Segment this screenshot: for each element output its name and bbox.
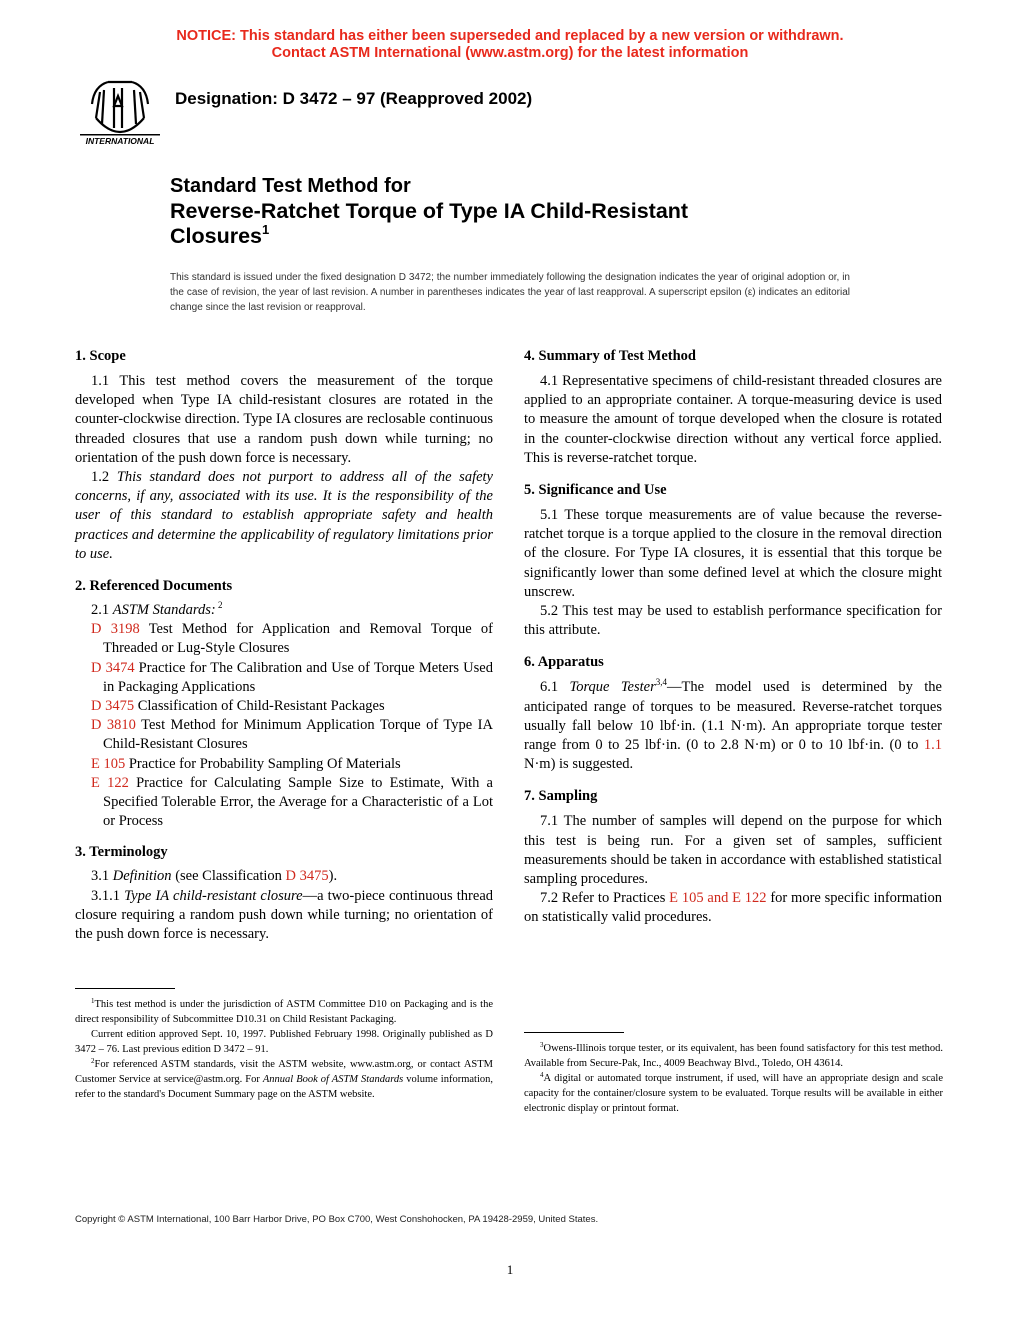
footnote-2-text: For referenced ASTM standards, visit the ASTM website, www.astm.org, or contact ASTM Customer Service at service@astm.org. For: [75, 1059, 493, 1085]
title-footnote-mark: 1: [262, 222, 270, 237]
footnote-2: [75, 1057, 493, 1102]
para-6-1-end: N·m) is suggested.: [524, 756, 634, 773]
para-3-1-text: (see Classification: [171, 868, 286, 885]
notice-banner: [0, 28, 1020, 62]
ref-item: [91, 774, 493, 832]
ref-link-e122[interactable]: E 122: [732, 890, 767, 907]
ref-link-e105[interactable]: E 105: [669, 890, 704, 907]
section-7-heading: 7. Sampling: [524, 788, 598, 805]
ref-item: [91, 755, 493, 774]
para-7-2: [524, 889, 942, 927]
ref-link-d3475[interactable]: D 3475: [285, 868, 329, 885]
title-line-1: Standard Test Method for: [170, 175, 411, 197]
astm-logo-icon: [78, 74, 162, 150]
para-5-1: 5.1 These torque measurements are of value because the reverse-ratchet torque is a torque applied to the closure in the removal direction of the closure. For Type IA closures, it is essential that this torque be significantly lower than some defined level at which the closure might unscrew.: [524, 507, 942, 600]
section-5-heading: 5. Significance and Use: [524, 482, 667, 499]
para-1-1: 1.1 This test method covers the measurement of the torque developed when Type IA child-resistant closures are rotated in the counter-clockwise direction. Type IA closures are reclosable continuous threaded closures that use a random push down while turning; no orientation of the push down force is necessary.: [75, 373, 493, 466]
footnote-2-italic: Annual Book of ASTM Standards: [262, 1074, 404, 1085]
footnote-3: [524, 1041, 943, 1071]
ref-item: [91, 659, 493, 697]
title-line-2: Reverse-Ratchet Torque of Type IA Child-Resistant: [170, 199, 689, 223]
para-2-1: [75, 601, 493, 620]
left-column: [75, 347, 493, 944]
section-4-heading: 4. Summary of Test Method: [524, 348, 696, 364]
ref-link[interactable]: D 3475: [91, 698, 135, 715]
para-1-2-italic: This standard does not purport to address all of the safety concerns, if any, associated with its use. It is the responsibility of the user of this standard to establish appropriate safety and health practices and determine the applicability of regulatory limitations prior to use.: [75, 469, 493, 562]
para-6-1-num: 6.1: [540, 679, 570, 696]
para-1-2-num: 1.2: [91, 469, 117, 486]
footnote-divider-right: [524, 1032, 624, 1033]
ref-text: Practice for Probability Sampling Of Materials: [125, 755, 401, 772]
section-2-heading: 2. Referenced Documents: [75, 578, 233, 595]
para-3-1-num: 3.1: [91, 868, 113, 885]
referenced-documents-list: [75, 620, 493, 831]
para-1-2: [75, 468, 493, 564]
footnote-4: [524, 1071, 943, 1116]
right-column: [524, 347, 942, 928]
para-2-1-num: 2.1: [91, 602, 113, 619]
footnote-1: [75, 997, 493, 1027]
para-2-1-italic: ASTM Standards:: [112, 602, 216, 619]
para-2-1-sup: 2: [215, 600, 223, 611]
footnotes-right: [524, 1041, 943, 1116]
ref-link-1-1[interactable]: 1.1: [923, 737, 942, 754]
ref-link[interactable]: D 3198: [91, 621, 140, 638]
footnote-2-end: volume information, refer to the standard's Document Summary page on the ASTM website.: [75, 1074, 493, 1100]
section-1-heading: 1. Scope: [75, 348, 126, 364]
footnote-4-mark: 4: [540, 1071, 544, 1079]
section-3-heading: 3. Terminology: [75, 844, 168, 861]
section-6-heading: 6. Apparatus: [524, 654, 604, 671]
copyright: Copyright © ASTM International, 100 Barr Harbor Drive, PO Box C700, West Conshohocken, PA 19428-2959, United States.: [75, 1214, 599, 1225]
ref-text: Practice for The Calibration and Use of Torque Meters Used in Packaging Applications: [103, 659, 493, 695]
para-4-1: 4.1 Representative specimens of child-resistant threaded closures are applied to an appropriate container. A torque-measuring device is used to measure the amount of torque developed when the closure is rotated in the counter-clockwise direction without any vertical force applied. This is reverse-ratchet torque.: [524, 373, 942, 466]
ref-text: Classification of Child-Resistant Packages: [134, 698, 385, 715]
para-6-1: [524, 678, 942, 774]
footnotes-left: [75, 997, 493, 1102]
document-title: [170, 174, 688, 249]
notice-line-1: NOTICE: This standard has either been superseded and replaced by a new version or withdrawn.: [176, 28, 844, 44]
para-7-1: 7.1 The number of samples will depend on the purpose for which this test is being run. For a given set of samples, sufficient measurements should be taken in accordance with established statistical sampling procedures.: [524, 813, 942, 888]
designation: Designation: D 3472 – 97 (Reapproved 2002): [175, 89, 533, 108]
ref-link[interactable]: E 122: [91, 774, 129, 791]
para-6-1-text: —The model used is determined by the anticipated range of torques to be measured. Reverse-ratchet torques usually fall below 10 lbf·in. (1.1 N·m). An appropriate torque tester range from 0 to 25 lbf·in. (0 to 2.8 N·m) or 0 to 10 lbf·in. (0 to: [524, 679, 942, 754]
para-7-2-end: for more specific information on statistically valid procedures.: [524, 890, 943, 926]
logo-subtext: INTERNATIONAL: [85, 136, 155, 146]
ref-item: [91, 620, 493, 658]
footnote-1-mark: 1: [91, 997, 95, 1005]
para-3-1-italic: Definition: [112, 868, 172, 885]
page-number: 1: [506, 1262, 514, 1277]
para-6-1-sup: 3,4: [655, 677, 667, 688]
footnote-divider-left: [75, 988, 175, 989]
ref-text: Test Method for Minimum Application Torque of Type IA Child-Resistant Closures: [103, 717, 493, 753]
para-7-2-text: 7.2 Refer to Practices: [540, 890, 670, 907]
para-3-1-1-num: 3.1.1: [91, 887, 125, 904]
footnote-1-cont: Current edition approved Sept. 10, 1997. Published February 1998. Originally published as D 3472 – 76. Last previous edition D 3472 – 91.: [75, 1029, 493, 1055]
footnote-3-text: Owens-Illinois torque tester, or its equivalent, has been found satisfactory for this test method. Available from Secure-Pak, Inc., 4009 Beachway Blvd., Toledo, OH 43614.: [524, 1043, 943, 1069]
footnote-4-text: A digital or automated torque instrument, if used, will have an appropriate design and scale capacity for the container/closure system to be evaluated. Torque results will be available in either electronic display or printout format.: [524, 1073, 943, 1114]
para-7-2-and: and: [703, 890, 733, 907]
ref-link[interactable]: D 3474: [91, 659, 135, 676]
footnote-1-text: This test method is under the jurisdiction of ASTM Committee D10 on Packaging and is the direct responsibility of Subcommittee D10.31 on Child Resistant Packaging.: [75, 999, 493, 1025]
para-3-1-1-text: —a two-piece continuous thread closure requiring a random push down while turning; no orientation of the push down force is necessary.: [75, 887, 494, 943]
ref-item: [91, 697, 493, 716]
para-3-1-1-italic: Type IA child-resistant closure: [124, 887, 303, 904]
ref-text: Practice for Calculating Sample Size to Estimate, With a Specified Tolerable Error, the Average for a Characteristic of a Lot or Process: [103, 774, 493, 830]
title-line-3: [170, 224, 688, 249]
para-5-2: 5.2 This test may be used to establish performance specification for this attribute.: [524, 603, 942, 639]
ref-link[interactable]: D 3810: [91, 717, 136, 734]
para-3-1-1: [75, 887, 493, 945]
ref-link[interactable]: E 105: [91, 755, 126, 772]
footnote-3-mark: 3: [540, 1041, 544, 1049]
para-6-1-italic: Torque Tester: [569, 679, 656, 696]
title-line-3-text: Closures: [170, 224, 263, 248]
ref-item: [91, 716, 493, 754]
notice-line-2: Contact ASTM International (www.astm.org) for the latest information: [271, 45, 749, 61]
standard-intro: This standard is issued under the fixed designation D 3472; the number immediately following the designation indicates the year of original adoption or, in the case of revision, the year of last revision. A number in parentheses indicates the year of last reapproval. A superscript epsilon (ε) indicates an editorial change since the last revision or reapproval.: [170, 272, 850, 313]
para-3-1-end: ).: [328, 868, 338, 885]
para-3-1: [75, 867, 493, 886]
footnote-2-mark: 2: [91, 1057, 95, 1065]
ref-text: Test Method for Application and Removal Torque of Threaded or Lug-Style Closures: [103, 621, 493, 657]
